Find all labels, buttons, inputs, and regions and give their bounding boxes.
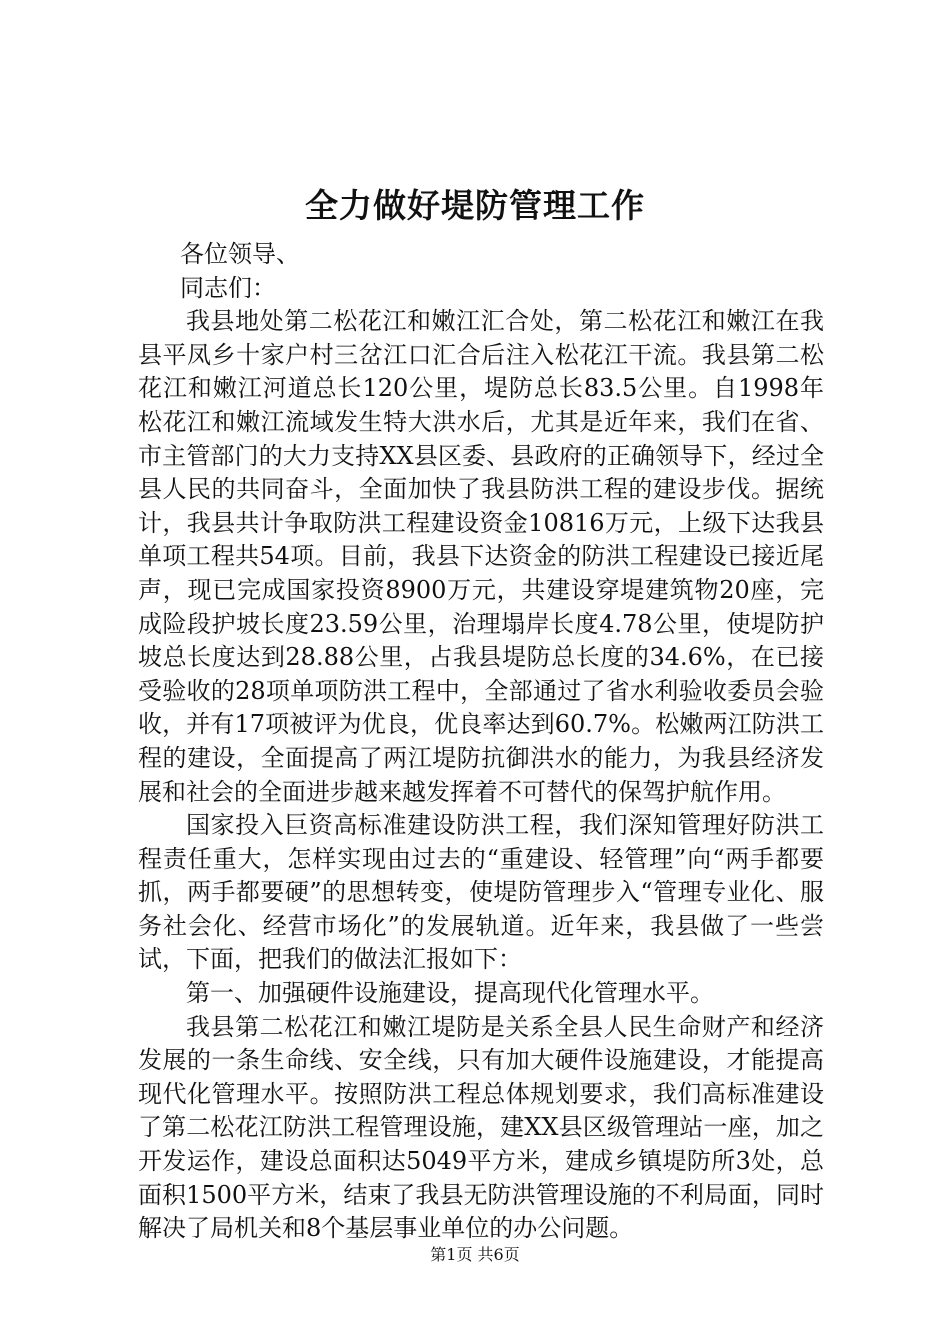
body-paragraph: 国家投入巨资高标准建设防洪工程，我们深知管理好防洪工程责任重大，怎样实现由过去的“重建设、轻管理”向“两手都要抓，两手都要硬”的思想转变，使堤防管理步入“管理专业化、服务社会化、经营市场化”的发展轨道。近年来，我县做了一些尝试，下面，把我们的做法汇报如下： xyxy=(138,811,824,974)
body-paragraph: 我县地处第二松花江和嫩江汇合处，第二松花江和嫩江在我县平凤乡十家户村三岔江口汇合后注入松花江干流。我县第二松花江和嫩江河道总长120公里，堤防总长83.5公里。自1998年松花江和嫩江流域发生特大洪水后，尤其是近年来，我们在省、市主管部门的大力支持XX县区委、县政府的正确领导下，经过全县人民的共同奋斗，全面加快了我县防洪工程的建设步伐。据统计，我县共计争取防洪工程建设资金10816万元，上级下达我县单项工程共54项。目前，我县下达资金的防洪工程建设已接近尾声，现已完成国家投资8900万元，共建设穿堤建筑物20座，完成险段护坡长度23.59公里，治理塌岸长度4.78公里，使堤防护坡总长度达到28.88公里，占我县堤防总长度的34.6%，在已接受验收的28项单项防洪工程中，全部通过了省水利验收委员会验收，并有17项被评为优良，优良率达到60.7%。松嫩两江防洪工程的建设，全面提高了两江堤防抗御洪水的能力，为我县经济发展和社会的全面进步越来越发挥着不可替代的保驾护航作用。 xyxy=(138,307,824,806)
document-body xyxy=(138,238,824,1246)
body-paragraph: 我县第二松花江和嫩江堤防是关系全县人民生命财产和经济发展的一条生命线、安全线，只有加大硬件设施建设，才能提高现代化管理水平。按照防洪工程总体规划要求，我们高标准建设了第二松花江防洪工程管理设施，建XX县区级管理站一座，加之开发运作，建设总面积达5049平方米，建成乡镇堤防所3处，总面积1500平方米，结束了我县无防洪管理设施的不利局面，同时解决了局机关和8个基层事业单位的办公问题。 xyxy=(138,1012,824,1243)
document-title: 全力做好堤防管理工作 xyxy=(305,186,645,225)
salutation-line: 同志们： xyxy=(180,273,276,302)
section-heading: 第一、加强硬件设施建设，提高现代化管理水平。 xyxy=(186,979,714,1008)
salutation-line: 各位领导、 xyxy=(180,240,300,268)
page-footer: 第1页 共6页 xyxy=(430,1245,520,1264)
